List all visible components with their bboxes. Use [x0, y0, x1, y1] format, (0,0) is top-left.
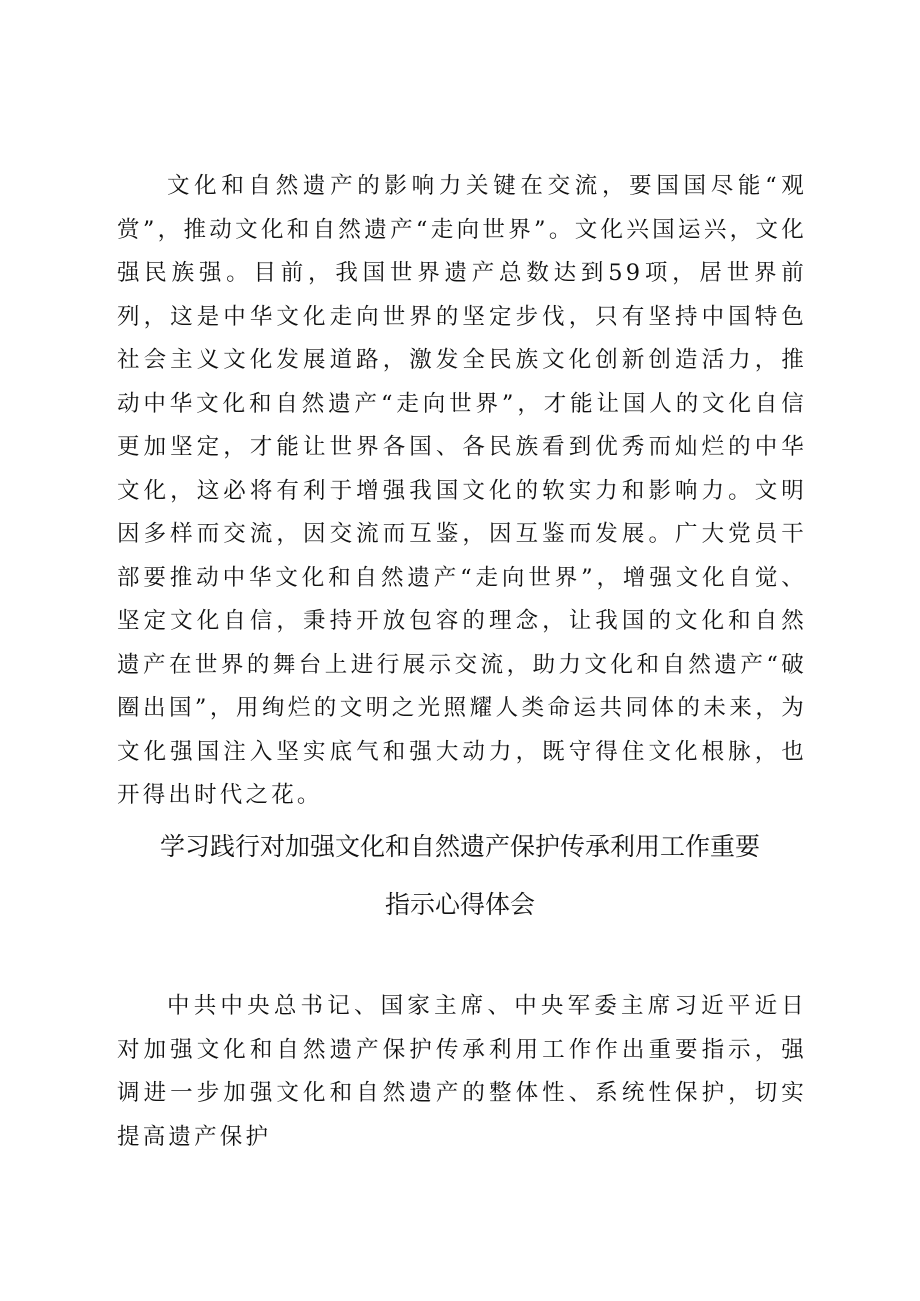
section-heading-line-2: 指示心得体会 [384, 890, 535, 919]
body-paragraph-2: 中共中央总书记、国家主席、中央军委主席习近平近日对加强文化和自然遗产保护传承利用工作作出重要指示，强调进一步加强文化和自然遗产的整体性、系统性保护，切实提高遗产保护 [117, 993, 807, 1150]
section-heading-line-1: 学习践行对加强文化和自然遗产保护传承利用工作重要 [159, 832, 760, 861]
body-paragraph-1: 文化和自然遗产的影响力关键在交流，要国国尽能“观赏”，推动文化和自然遗产“走向世界”。文化兴国运兴，文化强民族强。目前，我国世界遗产总数达到59项，居世界前列，这是中华文化走向世界的坚定步伐，只有坚持中国特色社会主义文化发展道路，激发全民族文化创新创造活力，推动中华文化和自然遗产“走向世界”，才能让国人的文化自信更加坚定，才能让世界各国、各民族看到优秀而灿烂的中华文化，这必将有利于增强我国文化的软实力和影响力。文明因多样而交流，因交流而互鉴，因互鉴而发展。广大党员干部要推动中华文化和自然遗产“走向世界”，增强文化自觉、坚定文化自信，秉持开放包容的理念，让我国的文化和自然遗产在世界的舞台上进行展示交流，助力文化和自然遗产“破圈出国”，用绚烂的文明之光照耀人类命运共同体的未来，为文化强国注入坚实底气和强大动力，既守得住文化根脉，也开得出时代之花。 [117, 173, 807, 808]
section-heading [100, 818, 820, 934]
